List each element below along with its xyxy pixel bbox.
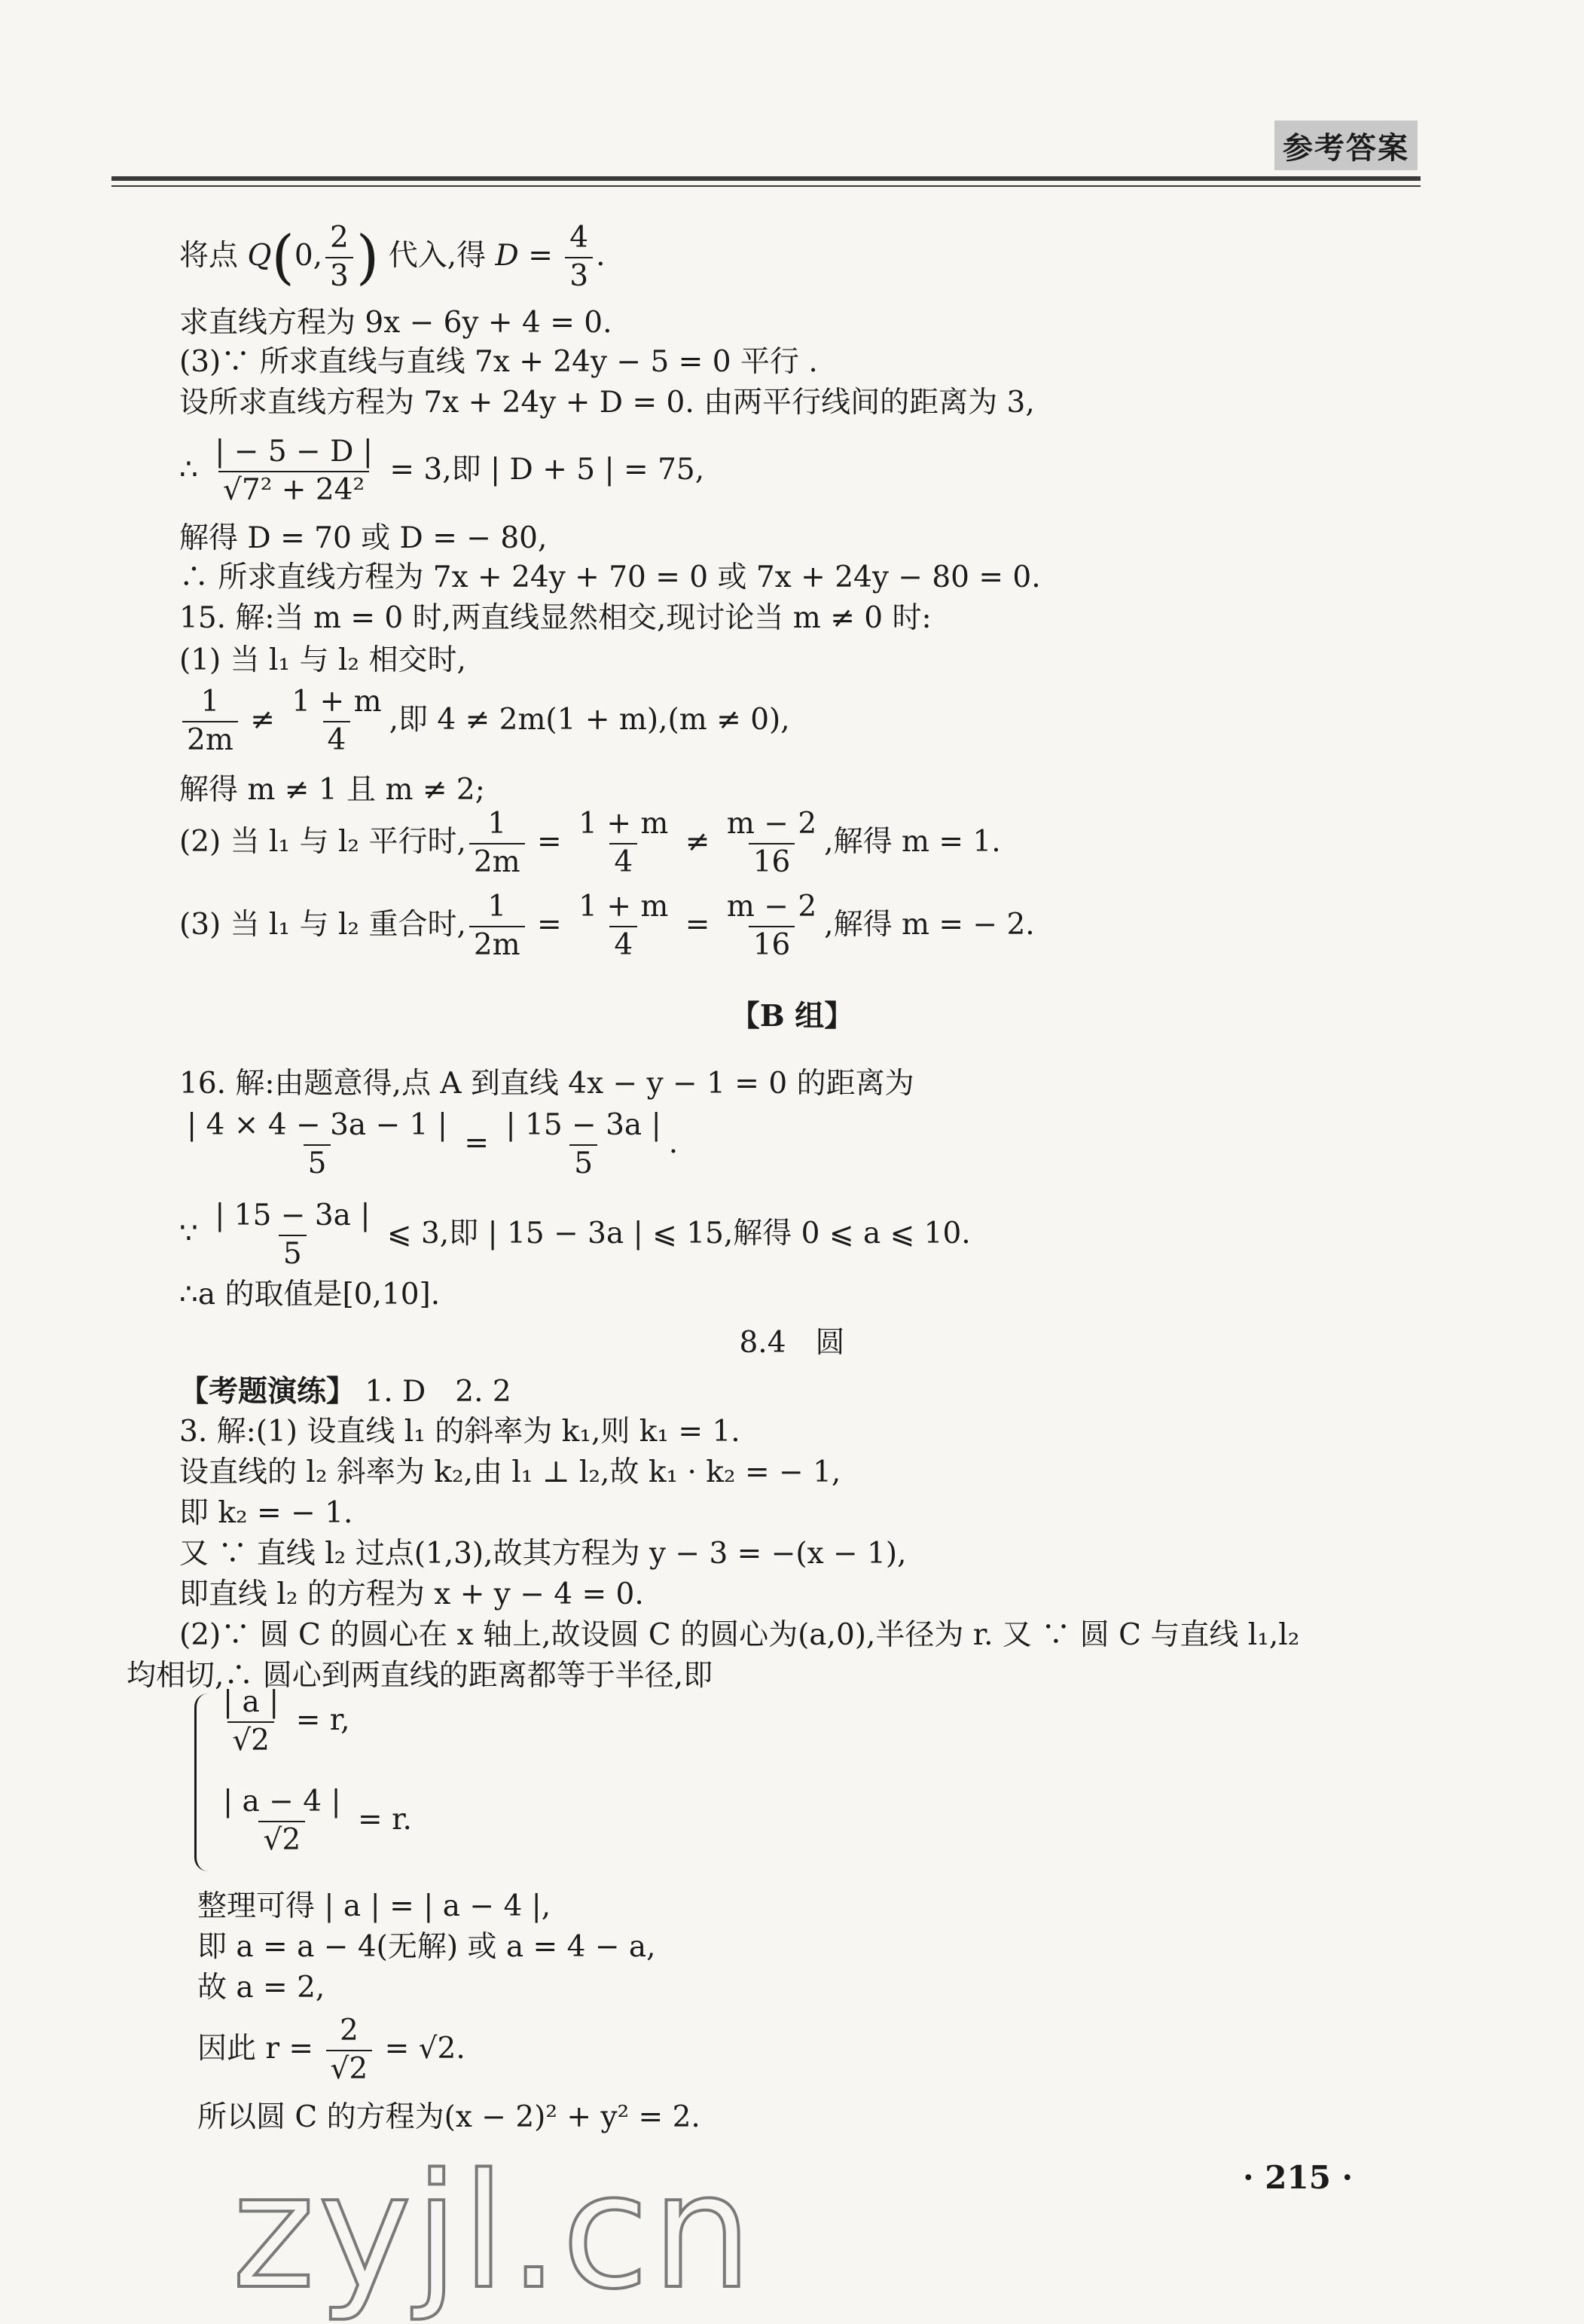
fraction xyxy=(722,809,821,878)
line-circle-equation: 所以圆 C 的方程为(x − 2)² + y² = 2. xyxy=(197,2100,700,2134)
line-case-1: (1) 当 l₁ 与 l₂ 相交时, xyxy=(179,643,466,677)
text: 代入,得 xyxy=(379,238,496,273)
line-solve-d: 解得 D = 70 或 D = − 80, xyxy=(179,521,548,555)
text: 0, xyxy=(294,238,323,273)
text: ,解得 m = 1. xyxy=(824,824,1001,859)
line-problem-3: 3. 解:(1) 设直线 l₁ 的斜率为 k₁,则 k₁ = 1. xyxy=(179,1415,740,1449)
numerator: m − 2 xyxy=(726,890,817,924)
numerator: | a − 4 | xyxy=(223,1785,341,1819)
line-substitute-q xyxy=(179,223,606,292)
text: 【考题演练】 xyxy=(179,1374,356,1409)
numerator: 1 xyxy=(200,685,220,719)
line-range-a: ∴a 的取值是[0,10]. xyxy=(179,1278,441,1312)
line-case-2 xyxy=(179,809,1001,878)
text: ⩽ 3,即 | 15 − 3a | ⩽ 15,解得 0 ⩽ a ⩽ 10. xyxy=(377,1216,971,1251)
numerator: m − 2 xyxy=(726,807,817,841)
text: D xyxy=(495,238,519,273)
numerator: | − 5 − D | xyxy=(215,435,373,469)
text: . xyxy=(668,1125,679,1160)
paren: ( xyxy=(271,223,295,292)
text: ∵ xyxy=(179,1216,208,1251)
fraction xyxy=(287,687,386,756)
section-title-8-4: 8.4 圆 xyxy=(739,1326,845,1360)
header-tag: 参考答案 xyxy=(1274,121,1418,170)
line-inequality xyxy=(179,1201,971,1270)
denominator: 5 xyxy=(279,1235,307,1270)
line-exam-practice xyxy=(179,1373,511,1411)
line-case-3 xyxy=(179,892,1035,961)
text: ≠ xyxy=(676,824,719,859)
fraction xyxy=(182,1110,452,1180)
text: 将点 xyxy=(179,238,248,273)
text: . xyxy=(596,238,606,273)
denominator: 16 xyxy=(749,926,795,961)
watermark: zyjl.cn xyxy=(232,2139,755,2324)
numerator: | 4 × 4 − 3a − 1 | xyxy=(187,1108,447,1142)
line-tangent: 均相切,∴ 圆心到两直线的距离都等于半径,即 xyxy=(127,1659,713,1693)
denominator: 3 xyxy=(325,257,353,292)
fraction xyxy=(565,223,593,292)
line-l2-point: 又 ∵ 直线 l₂ 过点(1,3),故其方程为 y − 3 = −(x − 1), xyxy=(179,1537,907,1571)
system-row-1 xyxy=(215,1687,350,1757)
text: 因此 r = xyxy=(197,2031,323,2066)
fraction xyxy=(182,687,238,756)
line-part-2: (2)∵ 圆 C 的圆心在 x 轴上,故设圆 C 的圆心为(a,0),半径为 r. 又 ∵ 圆 C 与直线 l₁,l₂ xyxy=(179,1618,1300,1652)
line-equation: 求直线方程为 9x − 6y + 4 = 0. xyxy=(179,306,612,340)
equation-system xyxy=(194,1687,496,1883)
text: Q xyxy=(247,238,272,273)
denominator: 2m xyxy=(469,843,525,878)
fraction xyxy=(210,1201,374,1270)
denominator: 4 xyxy=(609,926,637,961)
denominator: 5 xyxy=(304,1144,331,1180)
denominator: √2 xyxy=(227,1721,274,1757)
line-simplify: 整理可得 | a | = | a − 4 |, xyxy=(197,1889,551,1923)
fraction xyxy=(210,437,377,506)
fraction xyxy=(722,892,821,961)
fraction xyxy=(325,223,353,292)
system-row-2 xyxy=(215,1787,412,1856)
fraction xyxy=(469,892,525,961)
left-brace xyxy=(194,1693,210,1871)
line-case-1-solution: 解得 m ≠ 1 且 m ≠ 2; xyxy=(179,773,485,807)
fraction xyxy=(218,1787,346,1856)
denominator: 3 xyxy=(565,257,593,292)
text: = r, xyxy=(286,1703,350,1737)
text: = xyxy=(527,907,572,942)
text: 1. D 2. 2 xyxy=(356,1375,511,1409)
line-result: ∴ 所求直线方程为 7x + 24y + 70 = 0 或 7x + 24y − 80 = 0. xyxy=(179,560,1041,594)
text: ≠ xyxy=(240,702,285,737)
header-rule-thin xyxy=(111,185,1421,187)
text: = xyxy=(455,1125,499,1160)
denominator: √2 xyxy=(326,2050,373,2085)
numerator: 2 xyxy=(339,2014,359,2048)
numerator: | 15 − 3a | xyxy=(215,1199,371,1232)
text: = 3,即 | D + 5 | = 75, xyxy=(380,452,705,487)
numerator: 2 xyxy=(330,221,349,255)
line-distance-a xyxy=(179,1110,678,1180)
numerator: 1 + m xyxy=(291,685,382,719)
text: = xyxy=(676,907,719,942)
fraction xyxy=(469,809,525,878)
denominator: 2m xyxy=(182,721,238,756)
denominator: 16 xyxy=(749,843,795,878)
numerator: 1 + m xyxy=(578,890,669,924)
fraction xyxy=(501,1110,665,1180)
line-case-1-condition xyxy=(179,687,790,756)
paren: ) xyxy=(356,223,380,292)
numerator: 1 xyxy=(487,890,507,924)
line-a-value: 故 a = 2, xyxy=(197,1971,325,2005)
denominator: 5 xyxy=(569,1144,597,1180)
text: ∴ xyxy=(179,452,208,487)
text: = √2. xyxy=(375,2031,465,2066)
text: ,即 4 ≠ 2m(1 + m),(m ≠ 0), xyxy=(389,702,790,737)
denominator: √2 xyxy=(258,1821,305,1856)
line-parallel: (3)∵ 所求直线与直线 7x + 24y − 5 = 0 平行 . xyxy=(179,345,818,379)
text: (3) 当 l₁ 与 l₂ 重合时, xyxy=(179,907,466,942)
line-slope-k2: 设直线的 l₂ 斜率为 k₂,由 l₁ ⊥ l₂,故 k₁ · k₂ = − 1, xyxy=(179,1455,841,1489)
text: ,解得 m = − 2. xyxy=(824,907,1035,942)
line-cases-a: 即 a = a − 4(无解) 或 a = 4 − a, xyxy=(197,1930,656,1964)
text: = r. xyxy=(348,1802,412,1837)
fraction xyxy=(574,892,673,961)
line-r-value xyxy=(197,2016,465,2085)
numerator: | 15 − 3a | xyxy=(505,1108,661,1142)
line-problem-16: 16. 解:由题意得,点 A 到直线 4x − y − 1 = 0 的距离为 xyxy=(179,1067,914,1101)
text: (2) 当 l₁ 与 l₂ 平行时, xyxy=(179,824,466,859)
page-number: · 215 · xyxy=(1243,2159,1354,2196)
line-distance-formula xyxy=(179,437,704,506)
section-b-group: 【B 组】 xyxy=(730,999,854,1034)
line-set-equation: 设所求直线方程为 7x + 24y + D = 0. 由两平行线间的距离为 3, xyxy=(179,386,1035,420)
line-problem-15: 15. 解:当 m = 0 时,两直线显然相交,现讨论当 m ≠ 0 时: xyxy=(179,601,932,635)
text: = xyxy=(518,238,563,273)
denominator: √7² + 24² xyxy=(218,471,369,506)
text: = xyxy=(527,824,572,859)
line-l2-equation: 即直线 l₂ 的方程为 x + y − 4 = 0. xyxy=(179,1577,644,1611)
numerator: | a | xyxy=(223,1685,279,1719)
numerator: 4 xyxy=(569,221,589,255)
fraction xyxy=(326,2016,373,2085)
fraction xyxy=(218,1687,283,1757)
header-rule-thick xyxy=(111,176,1421,181)
fraction xyxy=(574,809,673,878)
numerator: 1 + m xyxy=(578,807,669,841)
line-k2-value: 即 k₂ = − 1. xyxy=(179,1496,353,1530)
denominator: 4 xyxy=(609,843,637,878)
numerator: 1 xyxy=(487,807,507,841)
denominator: 2m xyxy=(469,926,525,961)
denominator: 4 xyxy=(323,721,351,756)
